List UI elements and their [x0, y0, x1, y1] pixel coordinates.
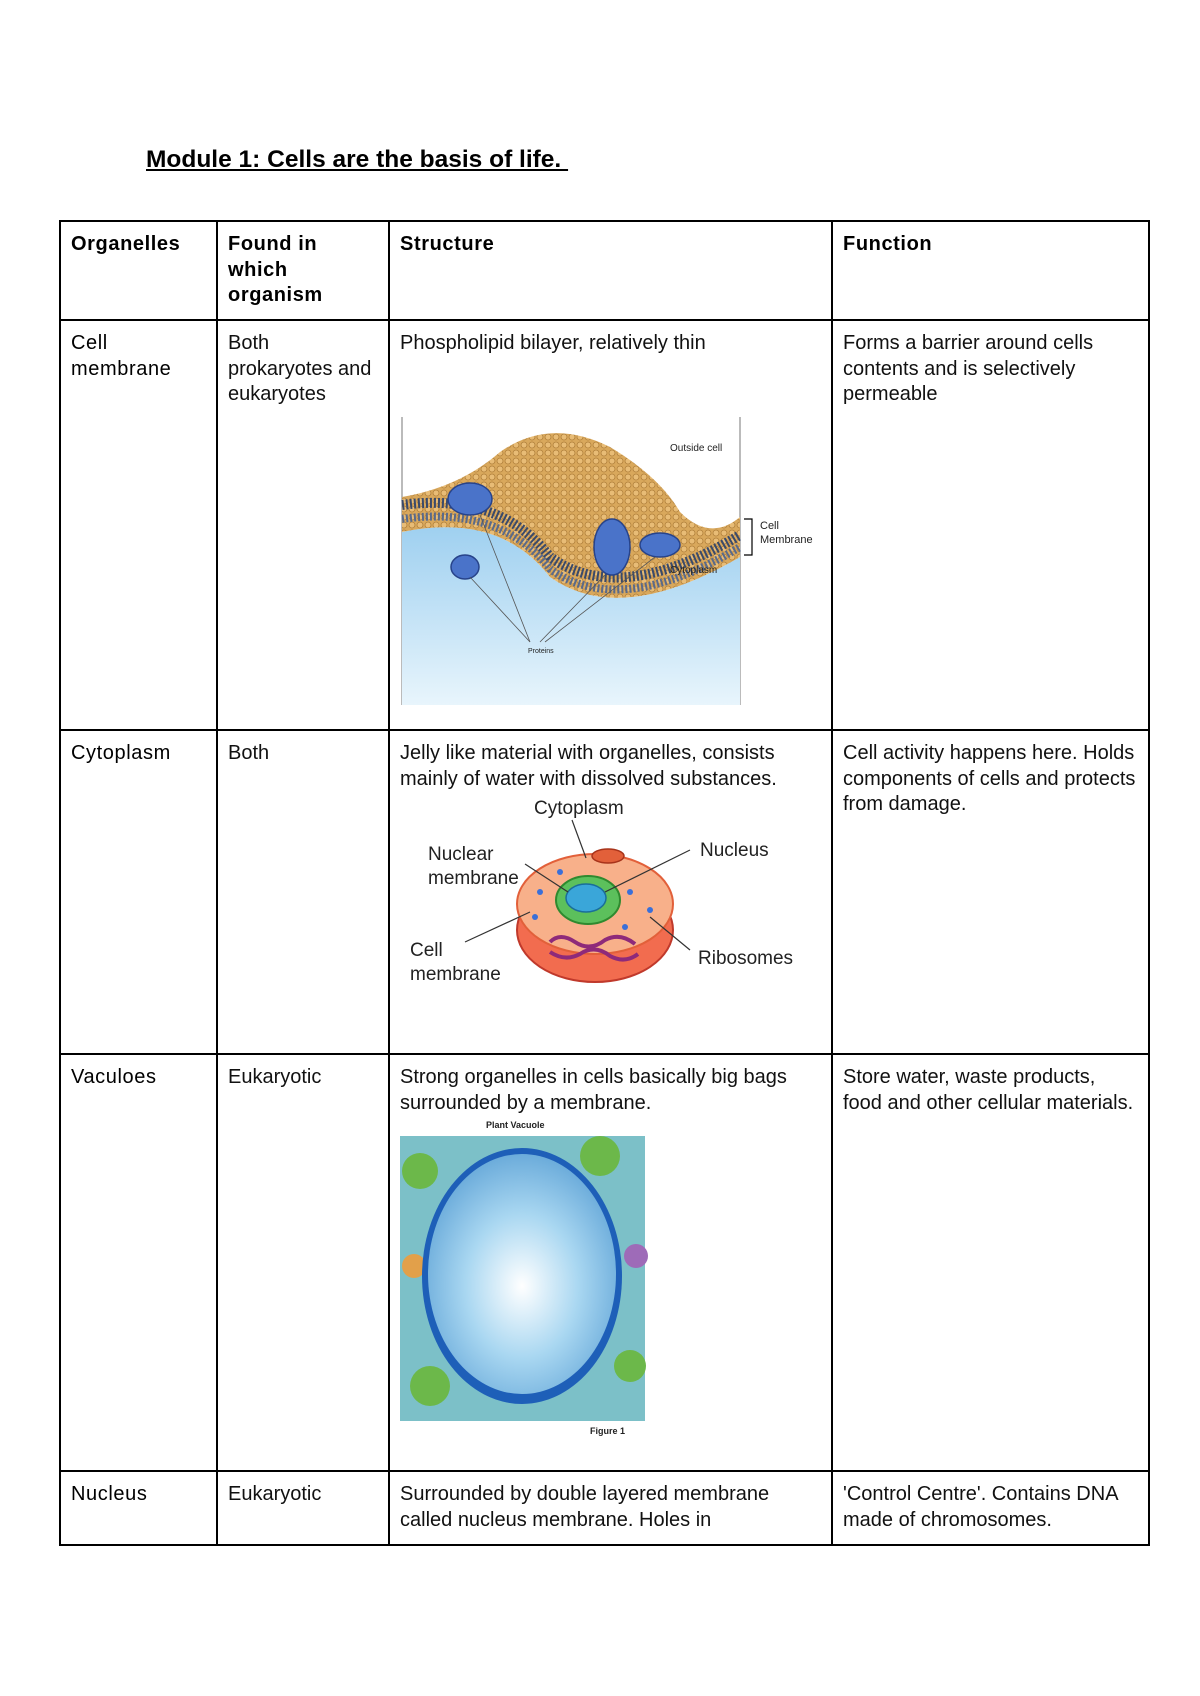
- cell-label-nucleus: Nucleus: [700, 840, 769, 861]
- cytoplasm-figure: [400, 792, 820, 1012]
- membrane-label-cytoplasm: Cytoplasm: [670, 564, 718, 576]
- vacuole-figure: [400, 1116, 660, 1436]
- table-header-row: [60, 221, 1149, 320]
- table-row: [60, 1471, 1149, 1545]
- cell-membrane-figure: [400, 417, 820, 717]
- table-row: [60, 320, 1149, 730]
- page-title: Module 1: Cells are the basis of life.: [146, 146, 569, 173]
- organelles-table: [59, 220, 1150, 1546]
- header-structure: Structure: [389, 221, 832, 320]
- structure-text: Jelly like material with organelles, consists mainly of water with dissolved substances.: [400, 742, 777, 790]
- structure-text: Strong organelles in cells basically big bags surrounded by a membrane.: [400, 1066, 787, 1114]
- found-in-cell: Eukaryotic: [217, 1054, 389, 1471]
- vacuole-title: Plant Vacuole: [486, 1120, 545, 1130]
- found-in-cell: Both: [217, 730, 389, 1054]
- organelle-name: Cell membrane: [60, 320, 217, 730]
- cell-label-nuclear: Nuclear: [428, 844, 494, 865]
- cell-label-cell-membrane: membrane: [410, 964, 501, 985]
- cell-label-ribosomes: Ribosomes: [698, 948, 794, 969]
- function-cell: Cell activity happens here. Holds components of cells and protects from damage.: [832, 730, 1149, 1054]
- structure-cell: Surrounded by double layered membrane called nucleus membrane. Holes in: [389, 1471, 832, 1545]
- found-in-cell: Eukaryotic: [217, 1471, 389, 1545]
- cell-label-cell: Cell: [410, 940, 443, 961]
- organelle-name: Cytoplasm: [60, 730, 217, 1054]
- function-cell: Store water, waste products, food and other cellular materials.: [832, 1054, 1149, 1471]
- membrane-label-membrane: Membrane: [760, 533, 813, 546]
- vacuole-caption: Figure 1: [590, 1426, 626, 1436]
- membrane-label-proteins: Proteins: [528, 647, 554, 655]
- organelle-name: Nucleus: [60, 1471, 217, 1545]
- header-organelles: Organelles: [60, 221, 217, 320]
- structure-text: Phospholipid bilayer, relatively thin: [400, 332, 706, 354]
- header-found-in: Found in which organism: [217, 221, 389, 320]
- found-in-cell: Both prokaryotes and eukaryotes: [217, 320, 389, 730]
- cell-label-cytoplasm: Cytoplasm: [534, 798, 624, 819]
- table-row: [60, 1054, 1149, 1471]
- function-cell: 'Control Centre'. Contains DNA made of chromosomes.: [832, 1471, 1149, 1545]
- structure-cell: [389, 320, 832, 730]
- cell-label-nuclear-membrane: membrane: [428, 868, 519, 889]
- organelle-name: Vaculoes: [60, 1054, 217, 1471]
- structure-cell: [389, 730, 832, 1054]
- table-row: [60, 730, 1149, 1054]
- membrane-label-outside: Outside cell: [670, 442, 723, 454]
- membrane-label-cell: Cell: [760, 519, 779, 532]
- header-function: Function: [832, 221, 1149, 320]
- function-cell: Forms a barrier around cells contents and is selectively permeable: [832, 320, 1149, 730]
- structure-cell: [389, 1054, 832, 1471]
